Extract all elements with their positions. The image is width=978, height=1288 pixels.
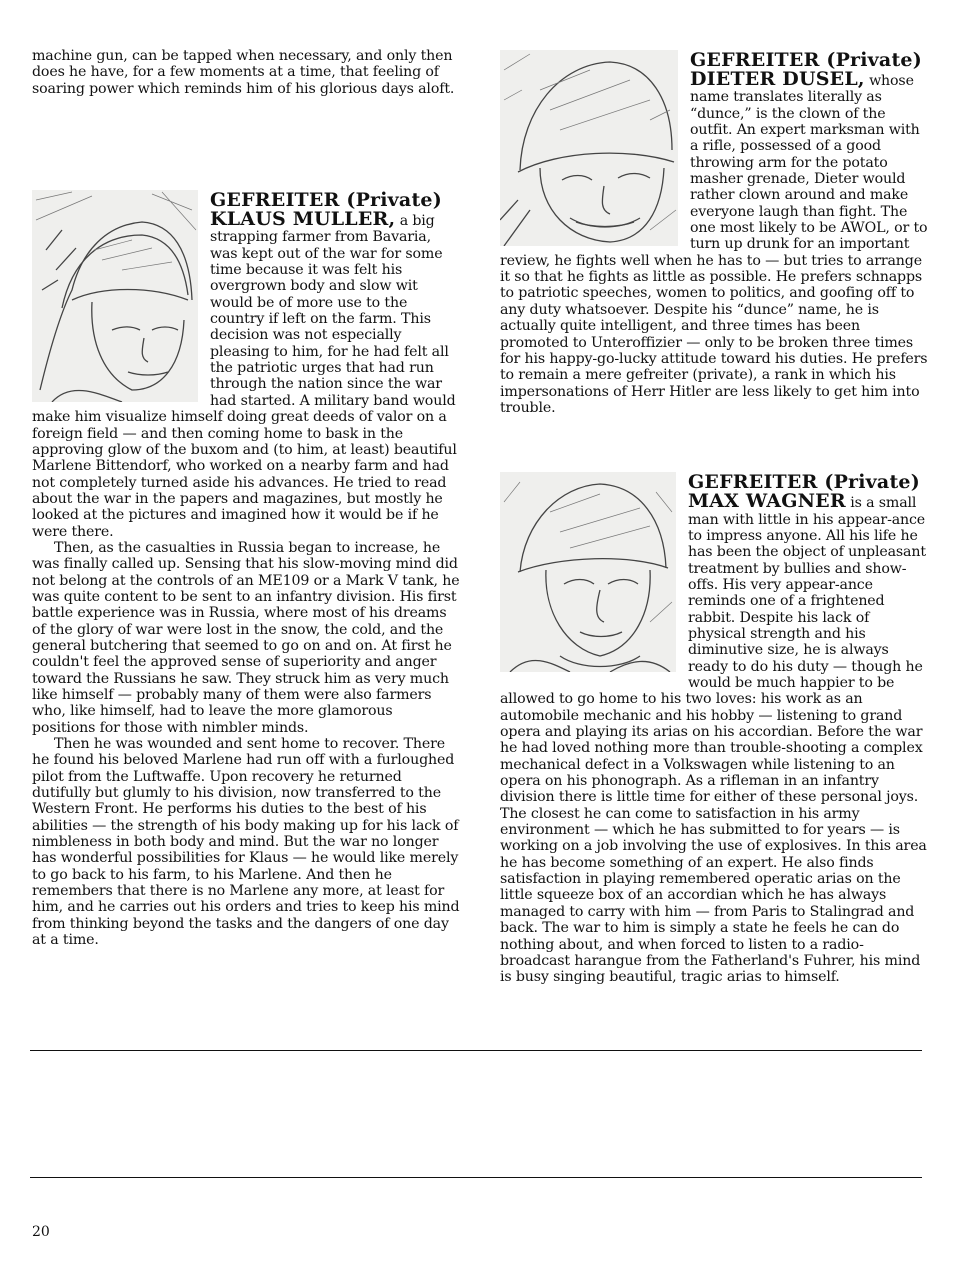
- klaus-body-text: a big strapping farmer from Bavaria, was kept out of the war for some time because it was felt his overgrown body and slow wit would be of more use to the country if left on the farm. This decision was not especially pleasing to him, for he had felt all the patriotic urges that had run through the nation since the war had started. A military band would make him visualize himself doing great deeds of valor on a foreign field — and then coming home to bask in the approving glow of the buxom and (to him, at least) beautiful Marlene Bittendorf, who worked on a nearby farm and had not completely turned aside his advances. He tried to read about the war in the papers and magazines, but mostly he looked at the pictures and imagined how it would be if he were there.: [32, 213, 457, 540]
- divider-rule-top: [30, 1050, 922, 1051]
- dieter-profile: [500, 50, 928, 416]
- klaus-heading-rank: GEFREITER (Private): [210, 189, 442, 212]
- klaus-paragraph-2: Then, as the casualties in Russia began to increase, he was finally called up. Sensing that his slow-moving mind did not belong at the controls of an ME109 or a Mark V tank, he was quite content to be sent to an infantry division. His first battle experience was in Russia, where most of his dreams of the glory of war were lost in the snow, the cold, and the general butchering that seemed to go on and on. At first he couldn't feel the approved sense of superiority and anger toward the Russians he saw. They struck him as very much like himself — probably many of them were also farmers who, like himself, had to leave the more glamorous positions for those with nimbler minds.: [32, 539, 460, 736]
- max-heading-name: MAX WAGNER: [688, 490, 846, 513]
- max-heading-rank: GEFREITER (Private): [688, 471, 920, 494]
- left-column: [32, 48, 460, 949]
- klaus-portrait-icon: [32, 190, 198, 402]
- dieter-portrait-icon: [500, 50, 678, 246]
- klaus-paragraph-3: Then he was wounded and sent home to recover. There he found his beloved Marlene had run off with a furloughed pilot from the Luftwaffe. Upon recovery he returned dutifully but glumly to his division, now transferred to the Western Front. He performs his duties to the best of his abilities — the strength of his body making up for his lack of nimbleness in both body and mind. But the war no longer has wonderful possibilities for Klaus — he would like merely to go back to his farm, to his Marlene. And then he remembers that there is no Marlene any more, at least for him, and he carries out his orders and tries to keep his mind from thinking beyond the tasks and the dangers of one day at a time.: [32, 736, 460, 949]
- klaus-heading-name: KLAUS MULLER,: [210, 208, 396, 231]
- klaus-profile: [32, 190, 460, 948]
- divider-rule-bottom: [30, 1177, 922, 1178]
- dieter-body-text: whose name translates literally as “dunce,” is the clown of the outfit. An expert marksman with a rifle, possessed of a good throwing arm for the potato masher grenade, Dieter would rather clown around and make everyone laugh than fight. The one most likely to be AWOL, or to turn up drunk for an important review, he fights well when he has to — but tries to arrange it so that he fights as little as possible. He prefers schnapps to patriotic speeches, women to politics, and goofing off to any duty whatsoever. Despite his “dunce” name, he is actually quite intelligent, and three times has been promoted to Unteroffizier — only to be broken three times for his happy-go-lucky attitude toward his duties. He prefers to remain a mere gefreiter (private), a rank in which his impersonations of Herr Hitler are less likely to get him into trouble.: [500, 73, 928, 416]
- page-number: 20: [32, 1224, 50, 1240]
- dieter-heading-rank: GEFREITER (Private): [690, 49, 922, 71]
- max-profile: [500, 472, 928, 985]
- max-portrait-icon: [500, 472, 676, 672]
- right-column: [500, 50, 928, 986]
- intro-paragraph: machine gun, can be tapped when necessary, and only then does he have, for a few moments at a time, that feeling of soaring power which reminds him of his glorious days aloft.: [32, 48, 455, 97]
- max-body-text: is a small man with little in his appear-ance to impress anyone. All his life he has been the object of unpleasant treatment by bullies and show-offs. His very appear-ance reminds one of a frightened rabbit. Despite his lack of physical strength and his diminutive size, he is always ready to do his duty — though he would be much happier to be allowed to go home to his two loves: his work as an automobile mechanic and his hobby — listening to grand opera and playing its arias on his accordian. Before the war he had loved nothing more than trouble-shooting a complex mechanical defect in a Volkswagen while listening to an opera on his phonograph. As a rifleman in an infantry division there is little time for either of these personal joys. The closest he can come to satisfaction in his army environment — which he has submitted to for years — is working on a job involving the use of explosives. In this area he has become something of an expert. He also finds satisfaction in playing remembered operatic arias on the little squeeze box of an accordian which he has always managed to carry with him — from Paris to Stalingrad and back. The war to him is simply a state he feels he can do nothing about, and when forced to listen to a radio-broadcast harangue from the Fatherland's Fuhrer, his mind is busy singing beautiful, tragic arias to himself.: [500, 495, 927, 986]
- dieter-heading-name: DIETER DUSEL,: [690, 68, 865, 90]
